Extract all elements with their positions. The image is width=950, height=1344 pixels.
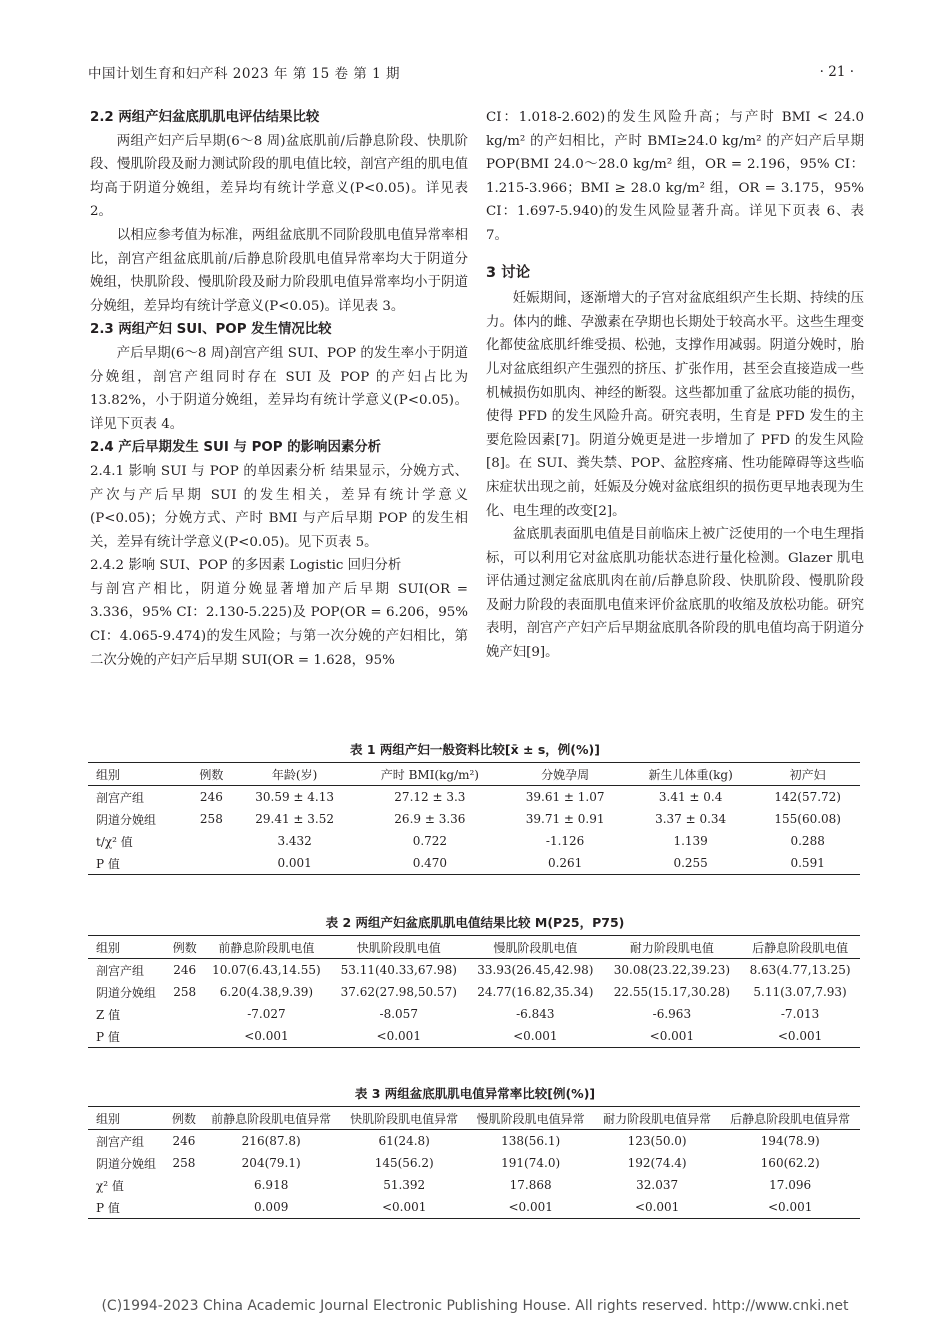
table-row	[88, 830, 860, 852]
table-cell: 3.432	[277, 834, 312, 848]
table-cell: 22.55(15.17,30.28)	[613, 985, 731, 999]
running-header: 中国计划生育和妇产科 2023 年 第 15 卷 第 1 期	[88, 66, 400, 82]
table-row	[88, 808, 860, 830]
table-header-cell: 后静息阶段肌电值	[740, 936, 860, 959]
table-header-cell: 组别	[88, 936, 167, 959]
table-cell: <0.001	[467, 1196, 593, 1219]
table-cell: 阴道分娩组	[96, 812, 157, 827]
table-header-cell: 组别	[88, 1107, 167, 1130]
section-2-2-para-2: 以相应参考值为标准，两组盆底肌不同阶段肌电值异常率相比，剖宫产组盆底肌前/后静息阶段肌电值异常率均大于阴道分娩组，快肌阶段、慢肌阶段及耐力阶段肌电值异常率均小于阴道分娩组，差异均有统计学意义(P<0.05)。详见表 3。	[90, 227, 468, 314]
table-cell: -6.843	[516, 1007, 555, 1021]
table-cell: 阴道分娩组	[96, 1156, 157, 1171]
table-header-cell: 慢肌阶段肌电值	[467, 936, 604, 959]
section-2-3-para-1: 产后早期(6～8 周)剖宫产组 SUI、POP 的发生率小于阴道分娩组，剖宫产组同时存在 SUI 及 POP 的产妇占比为 13.82%，小于阴道分娩组，差异均有统计学意义(P<0.05)。详见下页表 4。	[90, 345, 468, 432]
table-cell: 剖宫产组	[96, 963, 145, 978]
table-cell: 216(87.8)	[241, 1134, 301, 1148]
table-cell: <0.001	[202, 1025, 330, 1048]
table-cell: P 值	[88, 1196, 167, 1219]
table-cell: 6.918	[253, 1178, 289, 1192]
table-cell: 6.20(4.38,9.39)	[219, 985, 314, 999]
section-2-4-title: 2.4 产后早期发生 SUI 与 POP 的影响因素分析	[90, 440, 382, 456]
table-header-cell: 耐力阶段肌电值	[604, 936, 741, 959]
table-cell: 阴道分娩组	[96, 985, 157, 1000]
table-header-cell: 慢肌阶段肌电值异常	[467, 1107, 593, 1130]
table-2	[88, 935, 860, 1048]
table-cell: 5.11(3.07,7.93)	[753, 985, 847, 999]
table-row	[88, 1003, 860, 1025]
table-cell: 3.41 ± 0.4	[658, 790, 723, 804]
table-row	[88, 1130, 860, 1153]
left-column	[90, 106, 468, 672]
table-cell: 32.037	[636, 1178, 679, 1192]
table-cell: 17.096	[769, 1178, 812, 1192]
table-header-cell: 耐力阶段肌电值异常	[594, 1107, 720, 1130]
table-cell: P 值	[88, 1025, 167, 1048]
section-3-para-2: 盆底肌表面肌电值是目前临床上被广泛使用的一个电生理指标，可以利用它对盆底肌功能状态进行量化检测。Glazer 肌电评估通过测定盆底肌肉在前/后静息阶段、快肌阶段、慢肌阶段及耐力阶段的表面肌电值来评价盆底肌的收缩及放松功能。研究表明，剖宫产产妇产后早期盆底肌各阶段的肌电值均高于阴道分娩产妇[9]。	[486, 527, 864, 661]
table-cell: 123(50.0)	[627, 1134, 687, 1148]
table-row	[88, 981, 860, 1003]
table-2-title: 表 2 两组产妇盆底肌肌电值结果比较 M(P25，P75)	[325, 915, 625, 930]
section-2-2-title: 2.2 两组产妇盆底肌肌电评估结果比较	[90, 110, 320, 125]
table-cell: 0.001	[234, 852, 356, 875]
table-header-cell: 快肌阶段肌电值	[330, 936, 467, 959]
table-header-cell: 例数	[189, 763, 234, 786]
table-cell: 61(24.8)	[378, 1134, 430, 1148]
table-cell: 39.71 ± 0.91	[525, 812, 605, 826]
table-cell: -6.963	[652, 1007, 692, 1021]
table-header-cell: 组别	[88, 763, 189, 786]
right-column	[486, 106, 864, 665]
table-cell: 39.61 ± 1.07	[525, 790, 605, 804]
table-cell: 剖宫产组	[96, 1134, 145, 1149]
table-cell: -8.057	[379, 1007, 418, 1021]
table-cell: 204(79.1)	[241, 1156, 301, 1170]
table-1	[88, 762, 860, 875]
table-cell: 145(56.2)	[374, 1156, 434, 1170]
table-cell: 27.12 ± 3.3	[394, 790, 466, 804]
table-cell: <0.001	[720, 1196, 860, 1219]
table-cell: 155(60.08)	[774, 812, 841, 826]
table-cell: <0.001	[330, 1025, 467, 1048]
table-cell: 258	[172, 1156, 196, 1170]
table-cell: t/χ² 值	[96, 834, 133, 849]
table-cell: 0.261	[504, 852, 626, 875]
table-1-title: 表 1 两组产妇一般资料比较[x̄ ± s，例(%)]	[350, 742, 600, 757]
table-header-cell: 例数	[167, 936, 202, 959]
table-cell: 26.9 ± 3.36	[394, 812, 466, 826]
table-3	[88, 1106, 860, 1219]
page-number: · 21 ·	[819, 64, 854, 80]
table-cell	[167, 1174, 202, 1196]
copyright-footer: (C)1994-2023 China Academic Journal Electronic Publishing House. All rights reserved. http://www.cnki.net	[101, 1298, 849, 1314]
table-cell: 1.139	[673, 834, 708, 848]
table-cell	[167, 1025, 202, 1048]
table-cell: 258	[173, 985, 197, 999]
continued-para: CI：1.018-2.602)的发生风险升高；与产时 BMI < 24.0 kg/m² 的产妇相比，产时 BMI≥24.0 kg/m² 的产妇产后早期 POP(BMI 24.0～28.0 kg/m² 组，OR = 2.196，95% CI：1.215-3.966；BMI ≥ 28.0 kg/m² 组，OR = 3.175，95% CI：1.697-5.940)的发生风险显著升高。详见下页表 6、表 7。	[486, 110, 864, 243]
section-2-3-title: 2.3 两组产妇 SUI、POP 发生情况比较	[90, 322, 332, 338]
table-row	[88, 959, 860, 982]
table-cell: 29.41 ± 3.52	[255, 812, 334, 826]
section-2-4-2-title: 2.4.2 影响 SUI、POP 的多因素 Logistic 回归分析	[90, 558, 402, 574]
table-header-cell: 初产妇	[755, 763, 860, 786]
table-cell: 0.591	[755, 852, 860, 875]
table-cell: <0.001	[467, 1025, 604, 1048]
table-cell: 30.08(23.22,39.23)	[613, 963, 731, 977]
section-2-4-1-para: 2.4.1 影响 SUI 与 POP 的单因素分析 结果显示，分娩方式、产次与产后早期 SUI 的发生相关，差异有统计学意义(P<0.05)；分娩方式、产时 BMI 与产后早期 POP 的发生相关，差异有统计学意义(P<0.05)。见下页表 5。	[90, 463, 468, 550]
table-cell: -7.013	[780, 1007, 820, 1021]
table-cell: -1.126	[545, 834, 585, 848]
table-row	[88, 1196, 860, 1219]
table-cell: 剖宫产组	[96, 790, 145, 805]
table-cell: 0.009	[201, 1196, 341, 1219]
table-header-cell: 快肌阶段肌电值异常	[341, 1107, 467, 1130]
table-cell: 258	[199, 812, 223, 826]
table-header-cell: 例数	[167, 1107, 202, 1130]
section-2-2-para-1: 两组产妇产后早期(6～8 周)盆底肌前/后静息阶段、快肌阶段、慢肌阶段及耐力测试阶段的肌电值比较，剖宫产组的肌电值均高于阴道分娩组，差异均有统计学意义(P<0.05)。详见表 2。	[90, 133, 468, 220]
table-cell: <0.001	[740, 1025, 860, 1048]
table-cell: <0.001	[341, 1196, 467, 1219]
table-cell: 0.255	[626, 852, 755, 875]
table-row	[88, 786, 860, 809]
table-header-cell: 前静息阶段肌电值异常	[201, 1107, 341, 1130]
table-cell: 24.77(16.82,35.34)	[477, 985, 594, 999]
table-cell	[167, 1196, 202, 1219]
table-cell: <0.001	[604, 1025, 741, 1048]
table-cell: 246	[199, 790, 223, 804]
table-cell: 51.392	[383, 1178, 426, 1192]
table-cell: 37.62(27.98,50.57)	[340, 985, 457, 999]
table-cell: 246	[173, 963, 197, 977]
table-cell: 30.59 ± 4.13	[255, 790, 334, 804]
table-3-title: 表 3 两组盆底肌肌电值异常率比较[例(%)]	[354, 1086, 596, 1101]
table-cell: Z 值	[96, 1007, 121, 1022]
table-cell: χ² 值	[96, 1178, 124, 1193]
section-2-4-2-para: 与剖宫产相比，阴道分娩显著增加产后早期 SUI(OR = 3.336，95% CI：2.130-5.225)及 POP(OR = 6.206，95% CI：4.065-9.474)的发生风险；与第一次分娩的产妇相比，第二次分娩的产妇产后早期 SUI(OR = 1.628，95%	[90, 581, 468, 668]
table-cell: 17.868	[509, 1178, 552, 1192]
table-cell: <0.001	[594, 1196, 720, 1219]
table-cell: 0.470	[355, 852, 504, 875]
section-3-title: 3 讨论	[486, 264, 531, 281]
table-row	[88, 852, 860, 875]
table-header-cell: 年龄(岁)	[234, 763, 356, 786]
table-row	[88, 1152, 860, 1174]
table-cell	[189, 830, 234, 852]
table-cell	[167, 1003, 202, 1025]
table-header-cell: 前静息阶段肌电值	[202, 936, 330, 959]
table-cell: 10.07(6.43,14.55)	[212, 963, 321, 977]
table-cell: 0.722	[412, 834, 448, 848]
table-cell: 191(74.0)	[501, 1156, 561, 1170]
table-cell: 160(62.2)	[760, 1156, 820, 1170]
table-cell: 53.11(40.33,67.98)	[340, 963, 457, 977]
table-cell: 192(74.4)	[627, 1156, 687, 1170]
table-cell: 142(57.72)	[774, 790, 841, 804]
table-cell	[189, 852, 234, 875]
table-header-cell: 产时 BMI(kg/m²)	[355, 763, 504, 786]
table-header-cell: 后静息阶段肌电值异常	[720, 1107, 860, 1130]
table-header-cell: 新生儿体重(kg)	[626, 763, 755, 786]
table-cell: 3.37 ± 0.34	[655, 812, 727, 826]
table-row	[88, 1174, 860, 1196]
section-3-para-1: 妊娠期间，逐渐增大的子宫对盆底组织产生长期、持续的压力。体内的雌、孕激素在孕期也长期处于较高水平。这些生理变化都使盆底肌纤维受损、松弛，支撑作用减弱。阴道分娩时，胎儿对盆底组织产生强烈的挤压、扩张作用，甚至会直接造成一些机械损伤如肌肉、神经的断裂。这些都加重了盆底功能的损伤，使得 PFD 的发生风险升高。研究表明，生育是 PFD 发生的主要危险因素[7]。阴道分娩更是进一步增加了 PFD 的发生风险[8]。在 SUI、粪失禁、POP、盆腔疼痛、性功能障碍等这些临床症状出现之前，妊娠及分娩对盆底组织的损伤更早地表现为生化、电生理的改变[2]。	[486, 291, 864, 519]
table-cell: 0.288	[790, 834, 825, 848]
table-header-cell: 分娩孕周	[504, 763, 626, 786]
table-cell: 246	[172, 1134, 196, 1148]
table-cell: 33.93(26.45,42.98)	[477, 963, 594, 977]
table-cell: 8.63(4.77,13.25)	[749, 963, 851, 977]
table-cell: 194(78.9)	[760, 1134, 820, 1148]
table-cell: -7.027	[247, 1007, 286, 1021]
table-cell: 138(56.1)	[501, 1134, 561, 1148]
table-row	[88, 1025, 860, 1048]
table-cell: P 值	[88, 852, 189, 875]
